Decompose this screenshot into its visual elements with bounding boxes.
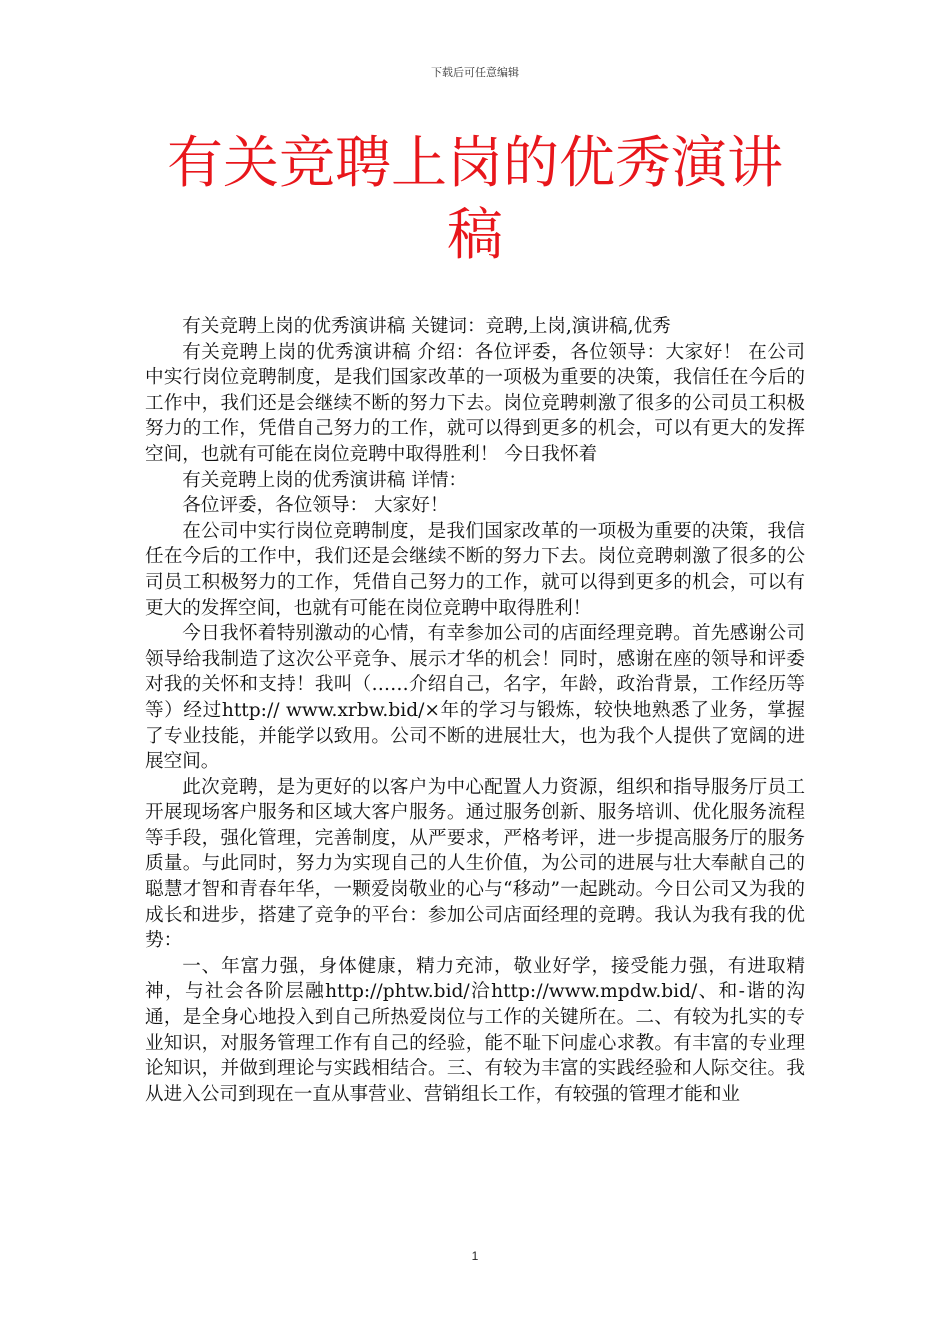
paragraph-body: 一、年富力强，身体健康，精力充沛，敬业好学，接受能力强，有进取精神，与社会各阶层融http://phtw.bid/洽http://www.mpdw.bid/、和-谐的沟通，是全身心地投入到自己所热爱岗位与工作的关键所在。二、有较为扎实的专业知识，对服务管理工作有自己的经验，能不耻下问虚心求教。有丰富的专业理论知识，并做到理论与实践相结合。三、有较为丰富的实践经验和人际交往。我从进入公司到现在一直从事营业、营销组长工作，有较强的管理才能和业: [145, 955, 805, 1105]
paragraph-greeting: 各位评委，各位领导： 大家好！: [182, 495, 449, 517]
paragraph-keywords: 有关竞聘上岗的优秀演讲稿 关键词：竞聘,上岗,演讲稿,优秀: [182, 316, 671, 337]
paragraph-body: 在公司中实行岗位竞聘制度，是我们国家改革的一项极为重要的决策，我信任在今后的工作中，我们还是会继续不断的努力下去。岗位竞聘刺激了很多的公司员工积极努力的工作，凭借自己努力的工作，就可以得到更多的机会，可以有更大的发挥空间，也就有可能在岗位竞聘中取得胜利！: [145, 520, 805, 619]
paragraph-body: 此次竞聘，是为更好的以客户为中心配置人力资源，组织和指导服务厅员工开展现场客户服务和区域大客户服务。通过服务创新、服务培训、优化服务流程等手段，强化管理，完善制度，从严要求，严格考评，进一步提高服务厅的服务质量。与此同时，努力为实现自己的人生价值，为公司的进展与壮大奉献自己的聪慧才智和青春年华，一颗爱岗敬业的心与“移动”一起跳动。今日公司又为我的成长和进步，搭建了竞争的平台：参加公司店面经理的竞聘。我认为我有我的优势：: [145, 776, 805, 952]
paragraph-intro: 有关竞聘上岗的优秀演讲稿 介绍：各位评委，各位领导：大家好！ 在公司中实行岗位竞聘制度，是我们国家改革的一项极为重要的决策，我信任在今后的工作中，我们还是会继续不断的努力下去。岗位竞聘刺激了很多的公司员工积极努力的工作，凭借自己努力的工作，就可以得到更多的机会，可以有更大的发挥空间，也就有可能在岗位竞聘中取得胜利！ 今日我怀着: [145, 341, 805, 465]
paragraph-body: 今日我怀着特别激动的心情，有幸参加公司的店面经理竞聘。首先感谢公司领导给我制造了这次公平竞争、展示才华的机会！同时，感谢在座的领导和评委对我的关怀和支持！我叫（……介绍自己，名字，年龄，政治背景，工作经历等等）经过http:// www.xrbw.bid/×年的学习与锻炼，较快地熟悉了业务，掌握了专业技能，并能学以致用。公司不断的进展壮大，也为我个人提供了宽阔的进展空间。: [145, 623, 805, 773]
page-header: 下载后可任意编辑: [431, 66, 519, 79]
document-title: 有关竞聘上岗的优秀演讲稿: [167, 131, 783, 268]
document-body: [145, 314, 805, 1107]
page-number: 1: [471, 1249, 479, 1263]
paragraph-details-heading: 有关竞聘上岗的优秀演讲稿 详情：: [182, 469, 468, 491]
